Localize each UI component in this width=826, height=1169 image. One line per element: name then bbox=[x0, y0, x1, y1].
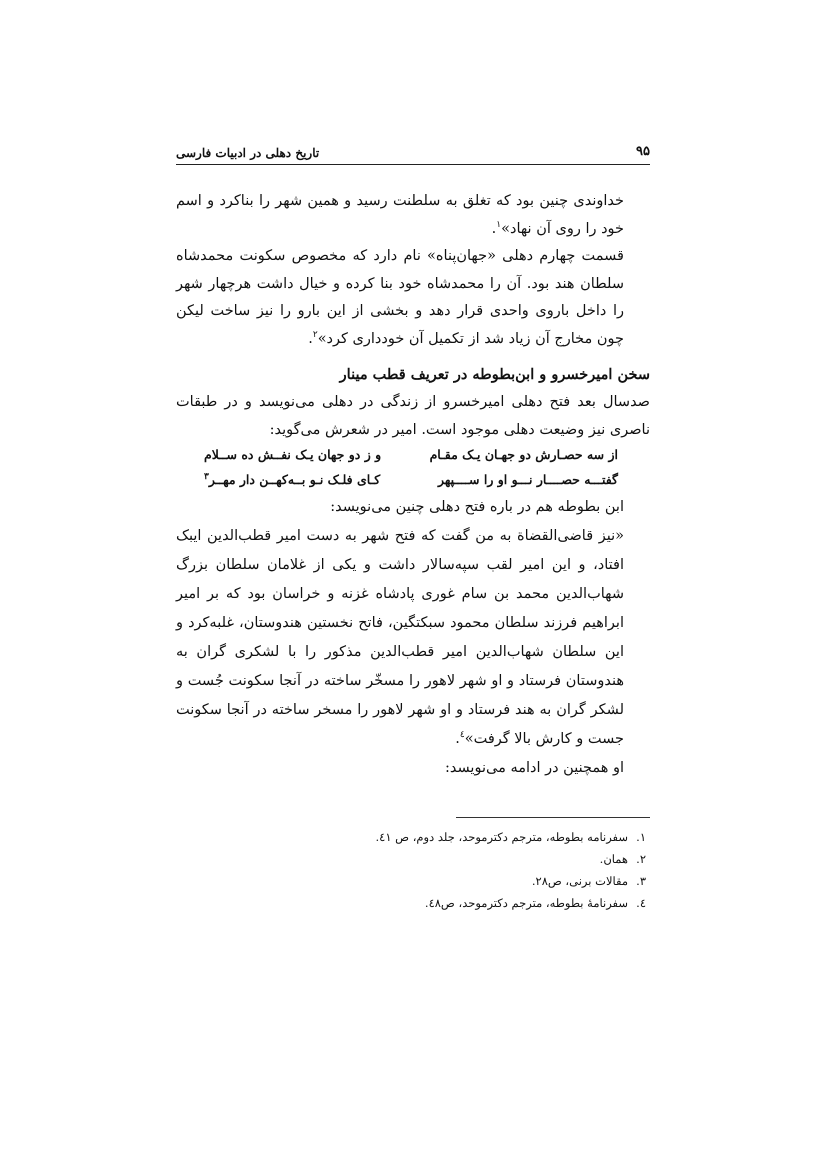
footnote-ref-4: ٤ bbox=[459, 729, 465, 740]
footnote-4 bbox=[176, 892, 650, 914]
paragraph-2-text: قسمت چهارم دهلی «جهان‌پناه» نام دارد که مخصوص سکونت محمدشاه سلطان هند بود. آن را محمدشاه خود بنا کرده و خیال داشت هرچهار شهر را داخل باروی واحدی قرار دهد و بخشی از این بارو را نیز ساخت لیکن چون مخارج آن زیاد شد از تکمیل آن خودداری کرد» bbox=[176, 248, 624, 347]
paragraph-1 bbox=[176, 188, 650, 243]
footnote-2-text: همان. bbox=[599, 852, 628, 866]
paragraph-1-end: . bbox=[491, 220, 497, 237]
paragraph-1-text: خداوندی چنین بود که تغلق به سلطنت رسید و همین شهر را بناکرد و اسم خود را روی آن نهاد» bbox=[176, 193, 624, 237]
paragraph-2 bbox=[176, 243, 650, 353]
footnotes bbox=[176, 826, 650, 914]
verse-1-hemistich-1: از سه حصـارش دو جهـان یـک مقـام bbox=[429, 447, 618, 462]
footnote-4-text: سفرنامۀ بطوطه، مترجم دکترموحد، ص٤۸. bbox=[424, 896, 628, 910]
verse-2-hemistich-2-text: کـای فلـک نـو بــه‌کهــن دار مهــر bbox=[208, 472, 381, 487]
ibn-quote-paragraph bbox=[176, 522, 624, 754]
footnote-2-num: ۲. bbox=[636, 852, 646, 866]
section-heading: سخن امیرخسرو و ابن‌بطوطه در تعریف قطب مینار bbox=[339, 366, 650, 383]
main-text bbox=[176, 188, 650, 783]
footnote-1-num: ۱. bbox=[636, 830, 646, 844]
verse-2-hemistich-1: گفتـــه حصــــار نـــو او را ســــپهر bbox=[437, 472, 618, 487]
verse-1-hemistich-2: و ز دو جهان یـک نفــش ده ســلام bbox=[204, 447, 382, 462]
verse-2-hemistich-2 bbox=[204, 472, 380, 487]
ibn-intro: ابن بطوطه هم در باره فتح دهلی چنین می‌نویسد: bbox=[330, 499, 624, 515]
footnote-ref-3: ۳ bbox=[204, 471, 209, 482]
verse-line-1 bbox=[176, 444, 650, 469]
ibn-quote-text: «نیز قاضی‌القضاة به من گفت که فتح شهر به دست امیر قطب‌الدین ایبک افتاد، و این امیر لقب سپه‌سالار داشت و یکی از غلامان سلطان بزرگ شهاب‌الدین محمد بن سام غوری پادشاه غزنه و خراسان بود که بر امیر ابراهیم فرزند سلطان محمود سبکتگین، فاتح نخستین هندوستان، غلبه‌کرد و این سلطان شهاب‌الدین امیر قطب‌الدین مذکور را با لشکری گران به هندوستان فرستاد و او شهر لاهور را مسخّر ساخته در آنجا سکونت جُست و لشکر گران به هند فرستاد و او شهر لاهور را مسخر ساخته در آنجا سکونت جست و کارش بالا گرفت» bbox=[176, 527, 624, 747]
section-intro: صدسال بعد فتح دهلی امیرخسرو از زندگی در دهلی می‌نویسد و در طبقات ناصری نیز وضیعت دهلی موجود است. امیر در شعرش می‌گوید: bbox=[176, 394, 650, 438]
ibn-outro: او همچنین در ادامه می‌نویسد: bbox=[444, 759, 624, 776]
footnote-ref-2: ۲ bbox=[312, 329, 318, 340]
page-number: ۹۵ bbox=[636, 144, 650, 159]
footnote-3-text: مقالات برنی، ص۲۸. bbox=[531, 874, 628, 888]
running-title: تاریخ دهلی در ادبیات فارسی bbox=[176, 146, 320, 160]
footnote-ref-1: ۱ bbox=[496, 219, 502, 230]
footnote-1-text: سفرنامه بطوطه، مترجم دکترموحد، جلد دوم، ص ٤۱. bbox=[375, 830, 628, 844]
verse-line-2 bbox=[176, 469, 650, 494]
footnote-4-num: ٤. bbox=[636, 896, 646, 910]
footnote-2 bbox=[176, 848, 650, 870]
running-header bbox=[176, 142, 650, 165]
ibn-quote bbox=[176, 522, 650, 783]
footnote-rule bbox=[456, 817, 650, 818]
footnote-3-num: ۳. bbox=[636, 874, 646, 888]
footnote-3 bbox=[176, 870, 650, 892]
ibn-quote-end: . bbox=[455, 730, 460, 747]
paragraph-2-end: . bbox=[308, 330, 313, 347]
footnote-1 bbox=[176, 826, 650, 848]
